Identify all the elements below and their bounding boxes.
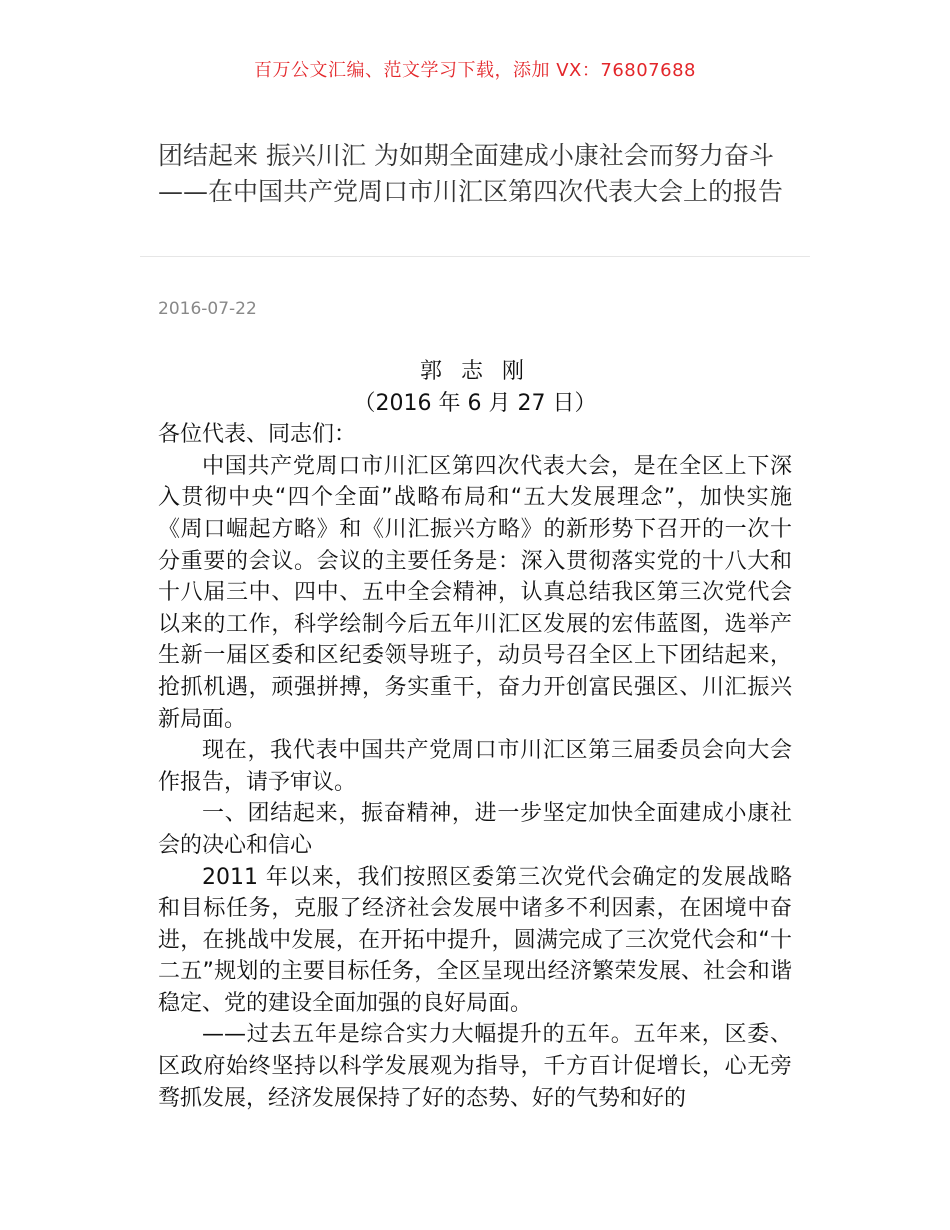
article-title: 团结起来 振兴川汇 为如期全面建成小康社会而努力奋斗 ——在中国共产党周口市川汇区第四次代表大会上的报告 — [158, 141, 784, 206]
salutation: 各位代表、同志们： — [158, 422, 357, 448]
promo-banner: 百万公文汇编、范文学习下载，添加 VX：76807688 — [254, 60, 696, 81]
speech-date: （2016 年 6 月 27 日） — [353, 390, 597, 416]
paragraph: 中国共产党周口市川汇区第四次代表大会，是在全区上下深入贯彻中央“四个全面”战略布局和“五大发展理念”，加快实施《周口崛起方略》和《川汇振兴方略》的新形势下召开的一次十分重要的会议。会议的主要任务是：深入贯彻落实党的十八大和十八届三中、四中、五中全会精神，认真总结我区第三次党代会以来的工作，科学绘制今后五年川汇区发展的宏伟蓝图，选举产生新一届区委和区纪委领导班子，动员号召全区上下团结起来，抢抓机遇，顽强拼搏，务实重干，奋力开创富民强区、川汇振兴新局面。 — [158, 453, 792, 732]
author-name: 郭 志 刚 — [420, 359, 530, 384]
publish-date: 2016-07-22 — [158, 299, 257, 319]
title-divider — [140, 256, 810, 257]
paragraph: ——过去五年是综合实力大幅提升的五年。五年来，区委、区政府始终坚持以科学发展观为指导，千方百计促增长，心无旁骛抓发展，经济发展保持了好的态势、好的气势和好的 — [158, 1022, 792, 1111]
article-body — [158, 356, 792, 1114]
paragraph: 2011 年以来，我们按照区委第三次党代会确定的发展战略和目标任务，克服了经济社会发展中诸多不利因素，在困境中奋进，在挑战中发展，在开拓中提升，圆满完成了三次党代会和“十二五”规划的主要目标任务，全区呈现出经济繁荣发展、社会和谐稳定、党的建设全面加强的良好局面。 — [158, 864, 792, 1016]
section-heading: 一、团结起来，振奋精神，进一步坚定加快全面建成小康社会的决心和信心 — [158, 801, 792, 858]
paragraph: 现在，我代表中国共产党周口市川汇区第三届委员会向大会作报告，请予审议。 — [158, 738, 792, 795]
